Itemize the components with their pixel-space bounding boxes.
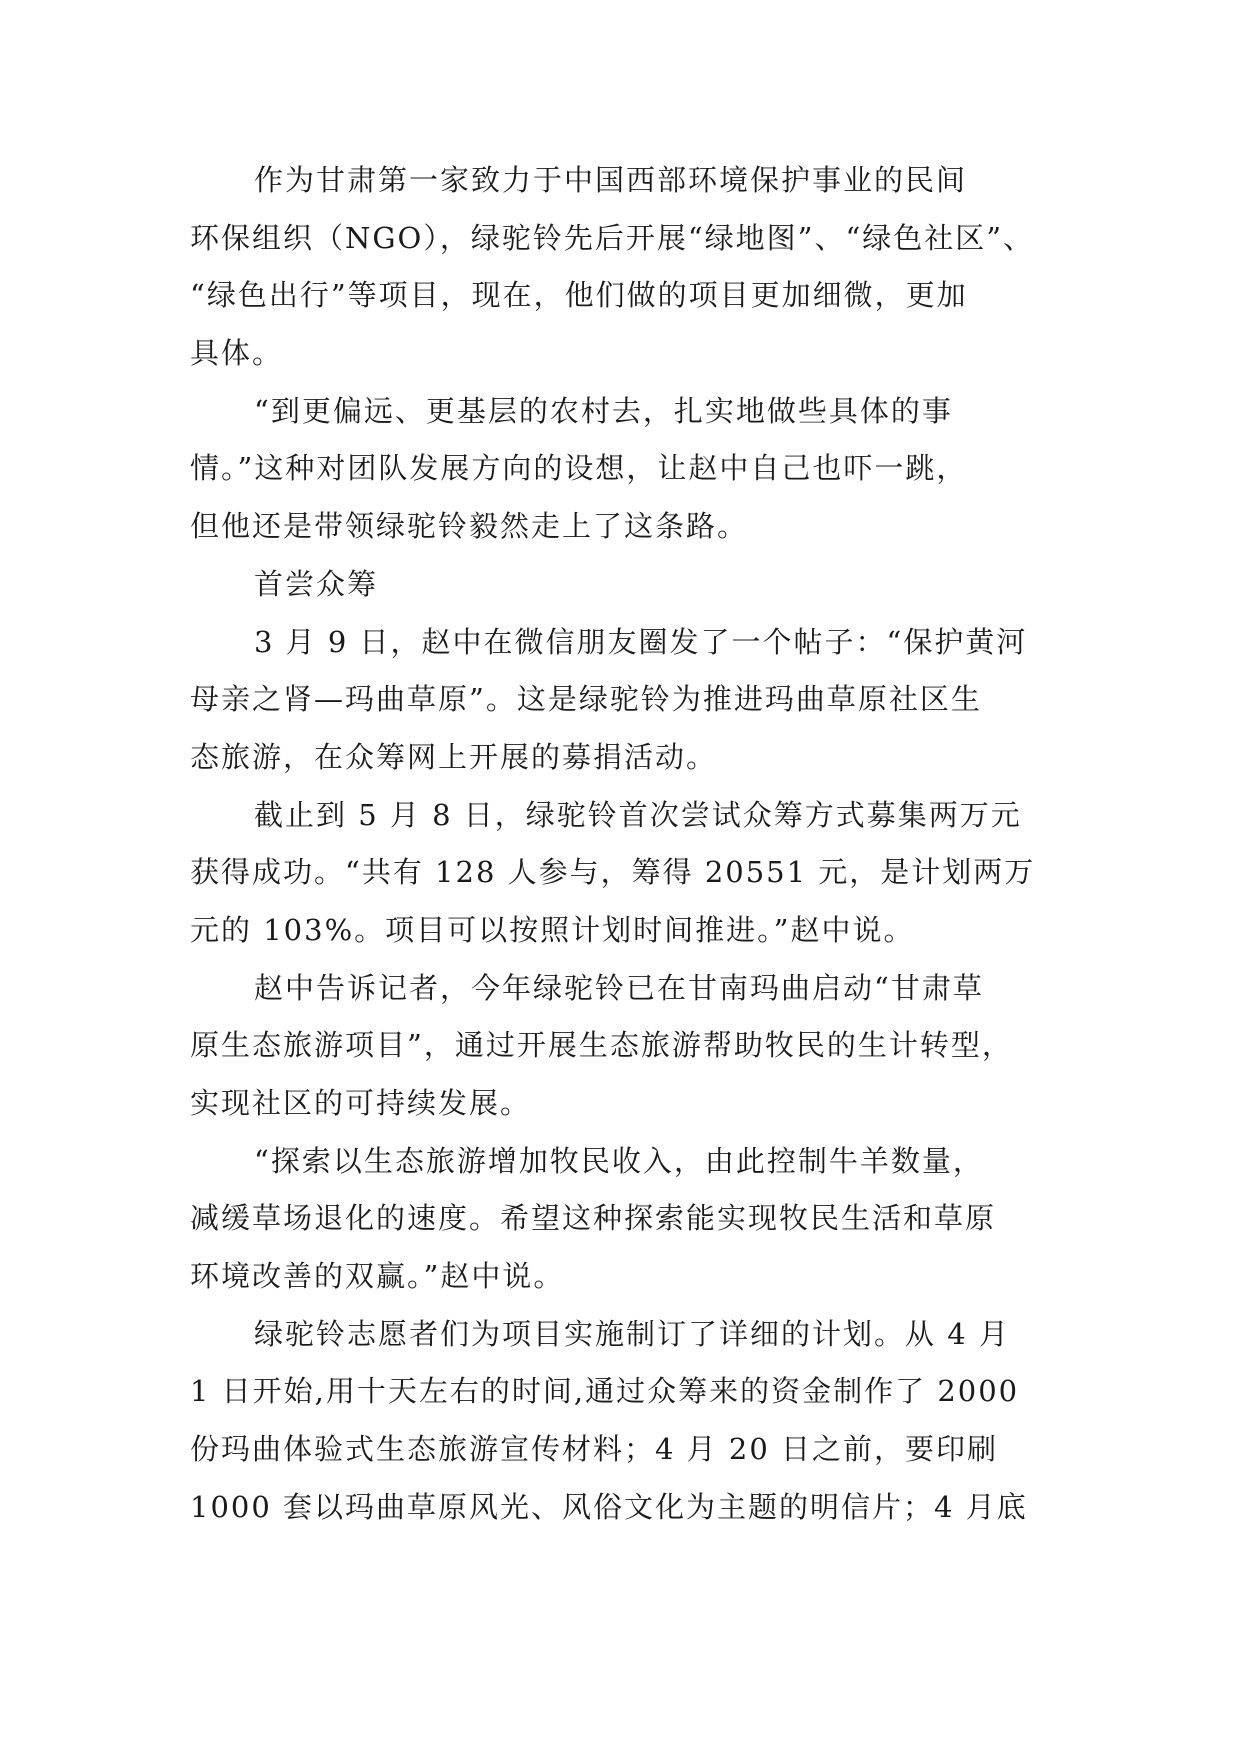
text-line: 环境改善的双赢。”赵中说。 xyxy=(190,1259,565,1294)
text-line: 元的 103%。项目可以按照计划时间推进。”赵中说。 xyxy=(190,912,915,947)
text-line: “探索以生态旅游增加牧民收入，由此控制牛羊数量， xyxy=(254,1143,984,1178)
text-line: 原生态旅游项目”，通过开展生态旅游帮助牧民的生计转型， xyxy=(190,1028,1013,1063)
text-line: 份玛曲体验式生态旅游宣传材料；4 月 20 日之前，要印刷 xyxy=(190,1432,999,1467)
text-line: 截止到 5 月 8 日，绿驼铃首次尝试众筹方式募集两万元 xyxy=(254,797,1022,832)
text-line: “到更偏远、更基层的农村去，扎实地做些具体的事 xyxy=(254,393,953,428)
text-line: 具体。 xyxy=(190,336,284,371)
text-line: 情。”这种对团队发展方向的设想，让赵中自己也吓一跳， xyxy=(190,451,968,486)
section-heading: 首尝众筹 xyxy=(254,566,379,601)
text-line: “绿色出行”等项目，现在，他们做的项目更加细微，更加 xyxy=(190,278,968,313)
text-line: 环保组织（NGO），绿驼铃先后开展“绿地图”、“绿色社区”、 xyxy=(190,220,1035,255)
text-line: 但他还是带领绿驼铃毅然走上了这条路。 xyxy=(190,509,749,544)
text-line: 减缓草场退化的速度。希望这种探索能实现牧民生活和草原 xyxy=(190,1201,997,1236)
text-line: 赵中告诉记者，今年绿驼铃已在甘南玛曲启动“甘肃草 xyxy=(254,970,984,1005)
article-body xyxy=(190,160,1070,1545)
text-line: 3 月 9 日，赵中在微信朋友圈发了一个帖子：“保护黄河 xyxy=(254,624,1028,659)
text-line: 实现社区的可持续发展。 xyxy=(190,1086,532,1120)
text-line: 作为甘肃第一家致力于中国西部环境保护事业的民间 xyxy=(254,163,968,197)
text-line: 1000 套以玛曲草原风光、风俗文化为主题的明信片；4 月底 xyxy=(190,1489,1028,1524)
text-line: 获得成功。“共有 128 人参与，筹得 20551 元，是计划两万 xyxy=(190,855,1036,890)
text-line: 绿驼铃志愿者们为项目实施制订了详细的计划。从 4 月 xyxy=(254,1316,1010,1351)
text-line: 母亲之肾—玛曲草原”。这是绿驼铃为推进玛曲草原社区生 xyxy=(190,682,982,717)
text-line: 态旅游，在众筹网上开展的募捐活动。 xyxy=(190,739,718,774)
text-line: 1 日开始,用十天左右的时间,通过众筹来的资金制作了 2000 xyxy=(190,1374,1020,1409)
